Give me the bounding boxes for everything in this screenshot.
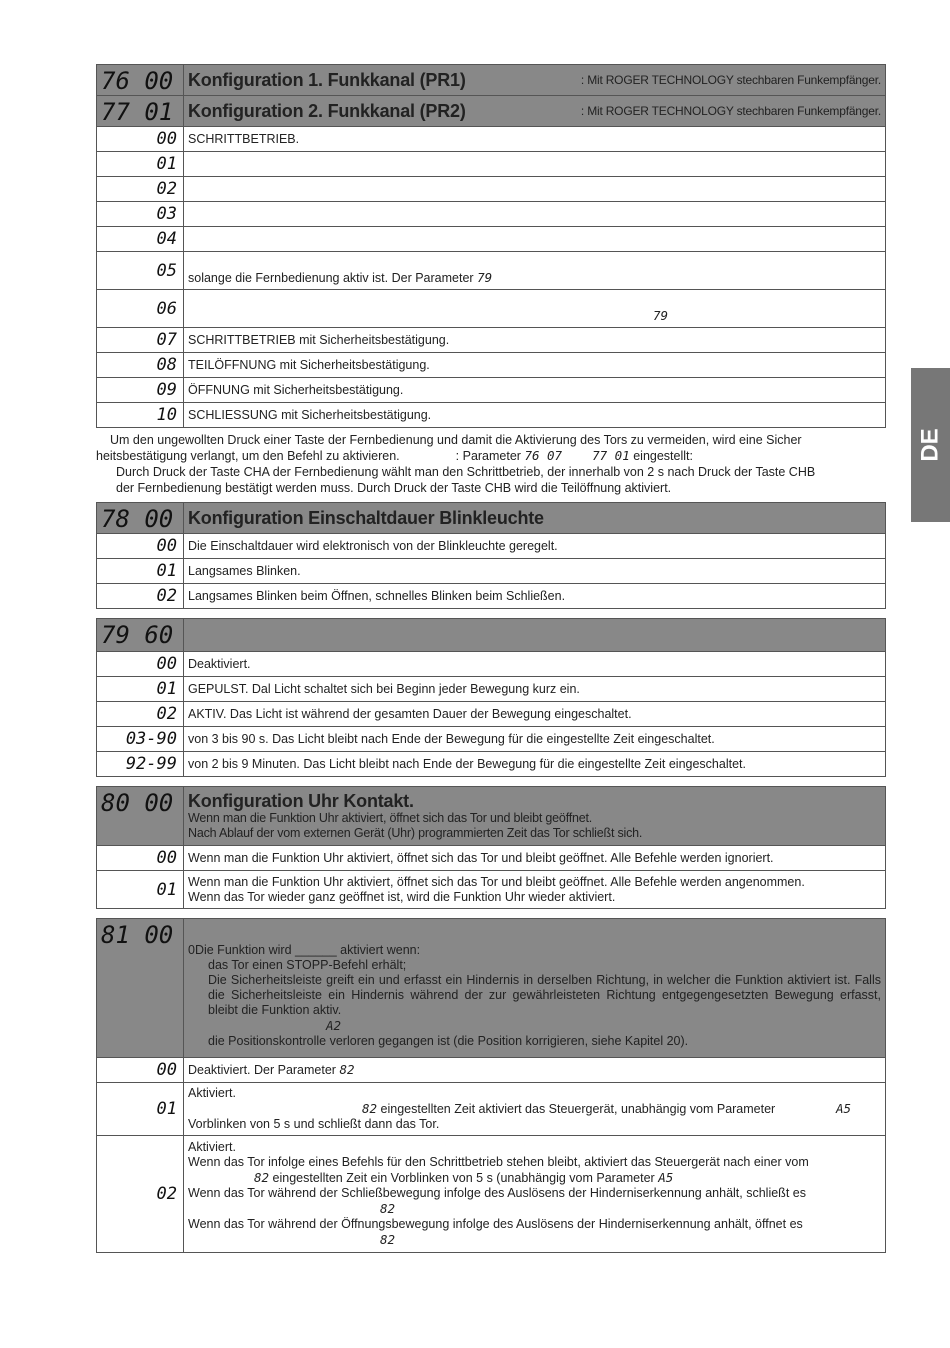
- param-title: Konfiguration Uhr Kontakt. Wenn man die Funktion Uhr aktiviert, öffnet sich das Tor und bleibt geöffnet. Nach Ablauf der vom externen Gerät (Uhr) programmierten Zeit das Tor schließt sich.: [184, 787, 886, 846]
- param-table-76-77: [96, 64, 886, 428]
- value-desc: TEILÖFFNUNG mit Sicherheitsbestätigung.: [184, 353, 886, 378]
- param-code: 76 00: [97, 65, 184, 96]
- value-desc: ÖFFNUNG mit Sicherheitsbestätigung.: [184, 378, 886, 403]
- value-desc: solange die Fernbedienung aktiv ist. Der Parameter 79: [184, 252, 886, 290]
- value-desc: SCHRITTBETRIEB mit Sicherheitsbestätigung.: [184, 328, 886, 353]
- value-code: 02: [97, 1136, 184, 1253]
- param-note: : Mit ROGER TECHNOLOGY stechbaren Funkempfänger.: [580, 103, 881, 118]
- value-code: 00: [97, 652, 184, 677]
- value-desc: GEPULST. Dal Licht schaltet sich bei Beginn jeder Bewegung kurz ein.: [184, 677, 886, 702]
- value-desc: Langsames Blinken beim Öffnen, schnelles Blinken beim Schließen.: [184, 584, 886, 609]
- param-title: Konfiguration Einschaltdauer Blinkleuchte: [184, 503, 886, 534]
- value-code: 03: [97, 202, 184, 227]
- value-code: 92-99: [97, 752, 184, 777]
- value-code: 10: [97, 403, 184, 428]
- value-desc: [184, 177, 886, 202]
- value-code: 01: [97, 1083, 184, 1136]
- value-desc: 79: [184, 290, 886, 328]
- language-tab: DE: [911, 368, 950, 522]
- param-code: 78 00: [97, 503, 184, 534]
- value-code: 01: [97, 871, 184, 909]
- value-code: 01: [97, 559, 184, 584]
- value-code: 08: [97, 353, 184, 378]
- param-table-78: [96, 502, 886, 609]
- value-desc: von 3 bis 90 s. Das Licht bleibt nach Ende der Bewegung für die eingestellte Zeit eingeschaltet.: [184, 727, 886, 752]
- value-desc: Wenn man die Funktion Uhr aktiviert, öffnet sich das Tor und bleibt geöffnet. Alle Befehle werden angenommen. Wenn das Tor wieder ganz geöffnet ist, wird die Funktion Uhr wieder aktiviert.: [184, 871, 886, 909]
- param-subtext: Wenn man die Funktion Uhr aktiviert, öffnet sich das Tor und bleibt geöffnet.: [188, 811, 593, 825]
- value-desc: Wenn man die Funktion Uhr aktiviert, öffnet sich das Tor und bleibt geöffnet. Alle Befehle werden ignoriert.: [184, 846, 886, 871]
- param-table-79: [96, 618, 886, 777]
- value-code: 04: [97, 227, 184, 252]
- value-code: 01: [97, 677, 184, 702]
- param-title: Konfiguration 2. Funkkanal (PR2) : Mit ROGER TECHNOLOGY stechbaren Funkempfänger.: [184, 96, 886, 127]
- param-code: 81 00: [97, 919, 184, 1058]
- value-desc: AKTIV. Das Licht ist während der gesamten Dauer der Bewegung eingeschaltet.: [184, 702, 886, 727]
- param-code: 77 01: [97, 96, 184, 127]
- value-code: 02: [97, 702, 184, 727]
- param-description: 0Die Funktion wird ______ aktiviert wenn: das Tor einen STOPP-Befehl erhält; Die Sicherheitsleiste greift ein und erfasst ein Hindernis in derselben Richtung, in welcher die Funktion aktiviert ist. Falls die Sicherheitsleiste ein Hindernis während der zur gewährleisteten Richtung entgegengesetzten Bewegung erfasst, bleibt die Funktion aktiv. A2 die Positionskontrolle verloren gegangen ist (die Position korrigieren, siehe Kapitel 20).: [184, 919, 886, 1058]
- value-code: 00: [97, 127, 184, 152]
- value-code: 02: [97, 177, 184, 202]
- param-table-80: [96, 786, 886, 909]
- param-table-81: [96, 918, 886, 1253]
- value-desc: Langsames Blinken.: [184, 559, 886, 584]
- value-code: 09: [97, 378, 184, 403]
- param-note: : Mit ROGER TECHNOLOGY stechbaren Funkempfänger.: [580, 72, 881, 87]
- value-code: 03-90: [97, 727, 184, 752]
- value-desc: SCHRITTBETRIEB.: [184, 127, 886, 152]
- value-code: 02: [97, 584, 184, 609]
- value-desc: Die Einschaltdauer wird elektronisch von der Blinkleuchte geregelt.: [184, 534, 886, 559]
- value-desc: Aktiviert. 82 eingestellten Zeit aktiviert das Steuergerät, unabhängig vom Parameter A5 Vorblinken von 5 s und schließt dann das Tor.: [184, 1083, 886, 1136]
- value-code: 00: [97, 534, 184, 559]
- value-desc: SCHLIESSUNG mit Sicherheitsbestätigung.: [184, 403, 886, 428]
- param-subtext: Nach Ablauf der vom externen Gerät (Uhr) programmierten Zeit das Tor schließt sich.: [188, 826, 643, 840]
- value-code: 06: [97, 290, 184, 328]
- param-title: Konfiguration 1. Funkkanal (PR1) : Mit ROGER TECHNOLOGY stechbaren Funkempfänger.: [184, 65, 886, 96]
- value-desc: [184, 152, 886, 177]
- value-code: 00: [97, 846, 184, 871]
- safety-confirmation-note: Um den ungewollten Druck einer Taste der Fernbedienung und damit die Aktivierung des Tors zu vermeiden, wird eine Sicher heitsbestätigung verlangt, um den Befehl zu aktivieren. : Parameter 76 07 77 01 eingestellt: Durch Druck der Taste CHA der Fernbedienung wählt man den Schrittbetrieb, der innerhalb von 2 s nach Druck der Taste CHB der Fernbedienung bestätigt werden muss. Durch Druck der Taste CHB wird die Teilöffnung aktiviert.: [96, 433, 816, 495]
- value-code: 00: [97, 1058, 184, 1083]
- value-desc: Deaktiviert. Der Parameter 82: [184, 1058, 886, 1083]
- value-desc: Deaktiviert.: [184, 652, 886, 677]
- param-code: 79 60: [97, 619, 184, 652]
- param-title: [184, 619, 886, 652]
- value-code: 05: [97, 252, 184, 290]
- value-desc: [184, 227, 886, 252]
- value-code: 07: [97, 328, 184, 353]
- value-code: 01: [97, 152, 184, 177]
- param-code: 80 00: [97, 787, 184, 846]
- value-desc: [184, 202, 886, 227]
- value-desc: Aktiviert. Wenn das Tor infolge eines Befehls für den Schrittbetrieb stehen bleibt, aktiviert das Steuergerät nach einer vom 82 eingestellten Zeit ein Vorblinken von 5 s (unabhängig vom Parameter A5 Wenn das Tor während der Schließbewegung infolge des Auslösens der Hinderniserkennung anhält, schließt es 82 Wenn das Tor während der Öffnungsbewegung infolge des Auslösens der Hinderniserkennung anhält, öffnet es 82: [184, 1136, 886, 1253]
- value-desc: von 2 bis 9 Minuten. Das Licht bleibt nach Ende der Bewegung für die eingestellte Zeit eingeschaltet.: [184, 752, 886, 777]
